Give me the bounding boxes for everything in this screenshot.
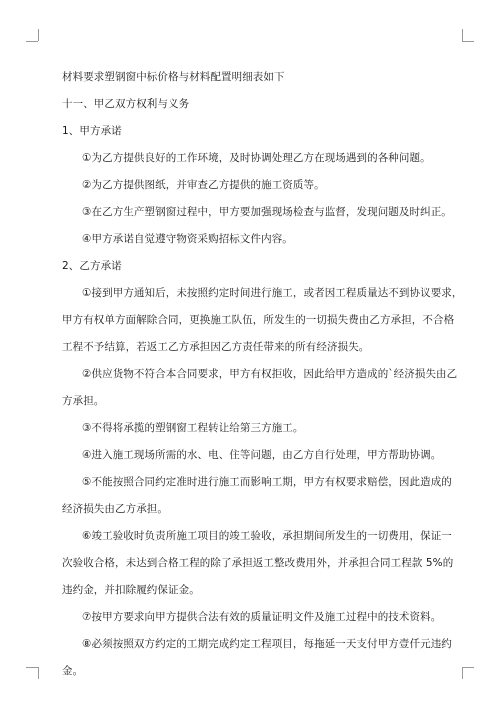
party-b-item-6-line-1: ⑥竣工验收时负责所施工项目的竣工验收，承担期间所发生的一切费用，保证一 bbox=[82, 530, 452, 542]
party-b-item-6-line-2: 次验收合格，未达到合格工程的除了承担返工整改费用外，并承担合同工程款 5%的 bbox=[62, 557, 454, 569]
crop-mark-bottom-left-v bbox=[38, 667, 39, 679]
party-b-item-7: ⑦按甲方要求向甲方提供合法有效的质量证明文件及施工过程中的技术资料。 bbox=[82, 611, 442, 623]
crop-mark-top-right-h bbox=[462, 41, 474, 42]
party-b-item-1-line-2: 甲方有权单方面解除合同，更换施工队伍，所发生的一切损失费由乙方承担，不合格 bbox=[62, 314, 455, 326]
party-b-item-1-line-1: ①接到甲方通知后，未按照约定时间进行施工，或者因工程质量达不到协议要求， bbox=[82, 287, 463, 299]
party-a-item-4: ④甲方承诺自觉遵守物资采购招标文件内容。 bbox=[82, 233, 293, 245]
crop-mark-top-left-v bbox=[38, 29, 39, 41]
crop-mark-bottom-right-h bbox=[462, 667, 474, 668]
crop-mark-top-left-h bbox=[26, 41, 38, 42]
party-a-item-2: ②为乙方提供图纸，并审查乙方提供的施工资质等。 bbox=[82, 179, 325, 191]
section-title: 十一、甲乙双方权利与义务 bbox=[62, 98, 190, 110]
party-b-item-8-line-2: 金。 bbox=[62, 665, 84, 677]
party-b-item-6-line-3: 违约金，并扣除履约保证金。 bbox=[62, 584, 200, 596]
party-b-item-2-line-2: 方承担。 bbox=[62, 395, 105, 407]
party-b-item-5-line-2: 经济损失由乙方承担。 bbox=[62, 503, 168, 515]
party-b-item-1-line-3: 工程不予结算，若返工乙方承担因乙方责任带来的所有经济损失。 bbox=[62, 341, 370, 353]
party-a-item-3: ③在乙方生产塑钢窗过程中，甲方要加强现场检查与监督，发现问题及时纠正。 bbox=[82, 206, 452, 218]
subsection-title-party-b: 2、乙方承诺 bbox=[62, 260, 122, 272]
party-b-item-8-line-1: ⑧必须按照双方约定的工期完成约定工程项目，每拖延一天支付甲方壹仟元违约 bbox=[82, 638, 452, 650]
party-b-item-2-line-1: ②供应货物不符合本合同要求，甲方有权拒收，因此给甲方造成的`经济损失由乙 bbox=[82, 368, 458, 380]
crop-mark-top-right-v bbox=[462, 29, 463, 41]
crop-mark-bottom-left-h bbox=[26, 667, 38, 668]
document-heading: 材料要求塑钢窗中标价格与材料配置明细表如下 bbox=[62, 71, 285, 83]
party-b-item-3: ③不得将承揽的塑钢窗工程转让给第三方施工。 bbox=[82, 422, 304, 434]
party-b-item-5-line-1: ⑤不能按照合同约定准时进行施工而影响工期，甲方有权要求赔偿，因此造成的 bbox=[82, 476, 452, 488]
subsection-title-party-a: 1、甲方承诺 bbox=[62, 125, 122, 137]
crop-mark-bottom-right-v bbox=[462, 667, 463, 679]
party-b-item-4: ④进入施工现场所需的水、电、住等问题，由乙方自行处理，甲方帮助协调。 bbox=[82, 449, 442, 461]
party-a-item-1: ①为乙方提供良好的工作环境，及时协调处理乙方在现场遇到的各种问题。 bbox=[82, 152, 431, 164]
